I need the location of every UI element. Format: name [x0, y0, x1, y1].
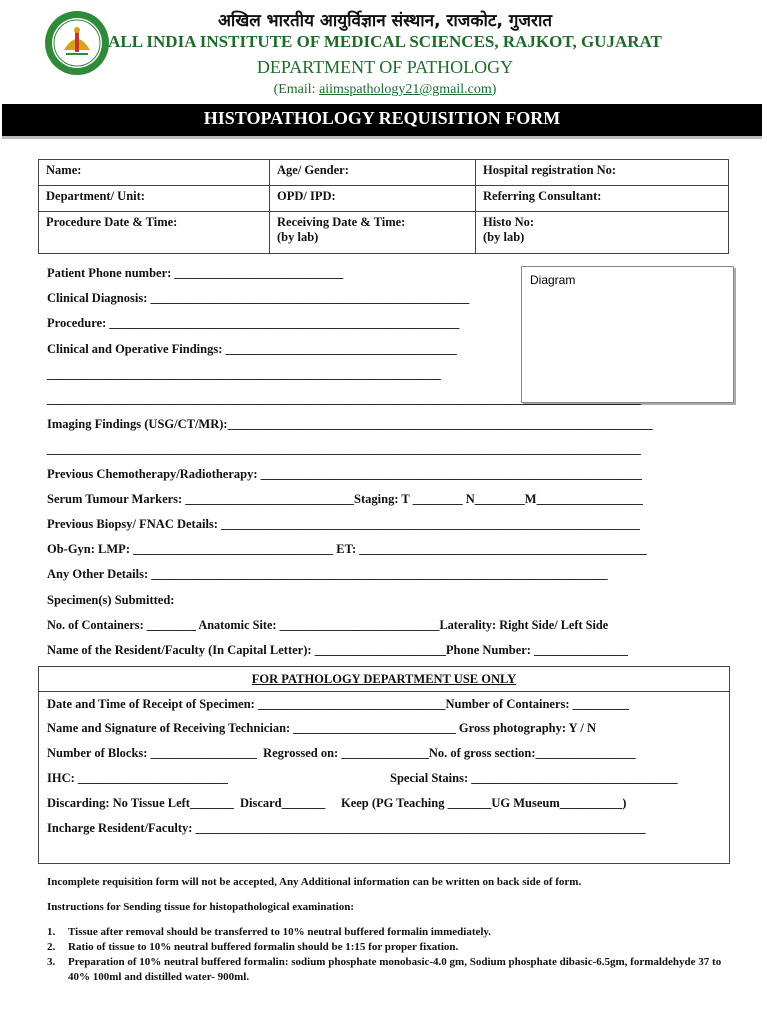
- divider: [39, 691, 729, 692]
- form-title-bar: [2, 104, 762, 139]
- blocks-field[interactable]: Number of Blocks: _________________ Regrossed on: ______________No. of gross section:________________: [47, 746, 636, 760]
- receiving-date-cell[interactable]: Receiving Date & Time: (by lab): [270, 212, 476, 254]
- incharge-field[interactable]: Incharge Resident/Faculty: ________________________________________________________________________: [47, 821, 646, 835]
- name-cell[interactable]: Name:: [39, 160, 270, 186]
- incomplete-note: Incomplete requisition form will not be accepted, Any Additional information can be written on back side of form.: [47, 876, 582, 888]
- discarding-field[interactable]: Discarding: No Tissue Left_______ Discard_______ Keep (PG Teaching _______UG Museum__________): [47, 796, 627, 810]
- histo-no-cell[interactable]: Histo No: (by lab): [476, 212, 729, 254]
- biopsy-fnac-field[interactable]: Previous Biopsy/ FNAC Details: ___________________________________________________________________: [47, 517, 640, 531]
- patient-info-table: [38, 159, 729, 254]
- age-gender-cell[interactable]: Age/ Gender:: [270, 160, 476, 186]
- diagram-label: Diagram: [530, 273, 576, 287]
- containers-field[interactable]: No. of Containers: ________ Anatomic Site: __________________________Laterality: Right Side/ Left Side: [47, 618, 609, 632]
- special-stains-field[interactable]: Special Stains: _________________________________: [390, 771, 678, 785]
- list-item: 2. Ratio of tissue to 10% neutral buffered formalin should be 1:15 for proper fixation.: [47, 941, 459, 953]
- patient-phone-field[interactable]: Patient Phone number: ___________________________: [47, 266, 344, 280]
- procedure-date-cell[interactable]: Procedure Date & Time:: [39, 212, 270, 254]
- operative-findings-field[interactable]: Clinical and Operative Findings: _____________________________________: [47, 342, 457, 356]
- institute-name: ALL INDIA INSTITUTE OF MEDICAL SCIENCES, RAJKOT, GUJARAT: [108, 32, 662, 51]
- diagram-box[interactable]: [521, 266, 734, 403]
- email-line: (Email: aiimspathology21@gmail.com): [273, 82, 497, 97]
- department-name: DEPARTMENT OF PATHOLOGY: [256, 57, 514, 77]
- chemo-radio-field[interactable]: Previous Chemotherapy/Radiotherapy: _____________________________________________________________: [47, 467, 642, 481]
- operative-findings-continuation[interactable]: _______________________________________________________________: [47, 367, 441, 381]
- receipt-field[interactable]: Date and Time of Receipt of Specimen: ______________________________Number of Containers: _________: [47, 697, 629, 711]
- other-details-field[interactable]: Any Other Details: _________________________________________________________________________: [47, 567, 608, 581]
- referring-consultant-cell[interactable]: Referring Consultant:: [476, 186, 729, 212]
- resident-faculty-field[interactable]: Name of the Resident/Faculty (In Capital Letter): _____________________Phone Number: _______________: [47, 643, 628, 657]
- instructions-title: Instructions for Sending tissue for histopathological examination:: [47, 901, 355, 913]
- form-title: HISTOPATHOLOGY REQUISITION FORM: [203, 108, 561, 128]
- specimens-heading: Specimen(s) Submitted:: [47, 593, 175, 607]
- serum-markers-field[interactable]: Serum Tumour Markers: ___________________________Staging: T ________ N________M_________________: [47, 492, 643, 506]
- list-item: 1. Tissue after removal should be transferred to 10% neutral buffered formalin immediately.: [47, 926, 492, 938]
- procedure-field[interactable]: Procedure: ________________________________________________________: [47, 316, 460, 330]
- instructions-list: [47, 925, 727, 985]
- technician-field[interactable]: Name and Signature of Receiving Technician: __________________________ Gross photography: Y / N: [47, 721, 596, 735]
- hospital-reg-cell[interactable]: Hospital registration No:: [476, 160, 729, 186]
- imaging-findings-field[interactable]: Imaging Findings (USG/CT/MR):____________________________________________________________________: [47, 417, 653, 431]
- ihc-field[interactable]: IHC: ________________________: [47, 771, 228, 785]
- email-link[interactable]: aiimspathology21@gmail.com: [319, 82, 492, 97]
- imaging-findings-continuation[interactable]: _______________________________________________________________________________________________: [47, 442, 641, 456]
- institute-name-hindi: अखिल भारतीय आयुर्विज्ञान संस्थान, राजकोट, गुजरात: [217, 11, 553, 31]
- operative-findings-continuation[interactable]: _______________________________________________________________________________________________: [47, 392, 641, 406]
- list-item: 3. Preparation of 10% neutral buffered formalin: sodium phosphate monobasic-4.0 gm, Sodium phosphate dibasic-6.5gm, formaldehyde 37 to 40% 100ml and distilled water- 900ml.: [47, 956, 722, 983]
- obgyn-field[interactable]: Ob-Gyn: LMP: ________________________________ ET: ______________________________________________: [47, 542, 647, 556]
- department-cell[interactable]: Department/ Unit:: [39, 186, 270, 212]
- clinical-diagnosis-field[interactable]: Clinical Diagnosis: ___________________________________________________: [47, 291, 470, 305]
- opd-ipd-cell[interactable]: OPD/ IPD:: [270, 186, 476, 212]
- pathology-use-title: FOR PATHOLOGY DEPARTMENT USE ONLY: [251, 672, 517, 686]
